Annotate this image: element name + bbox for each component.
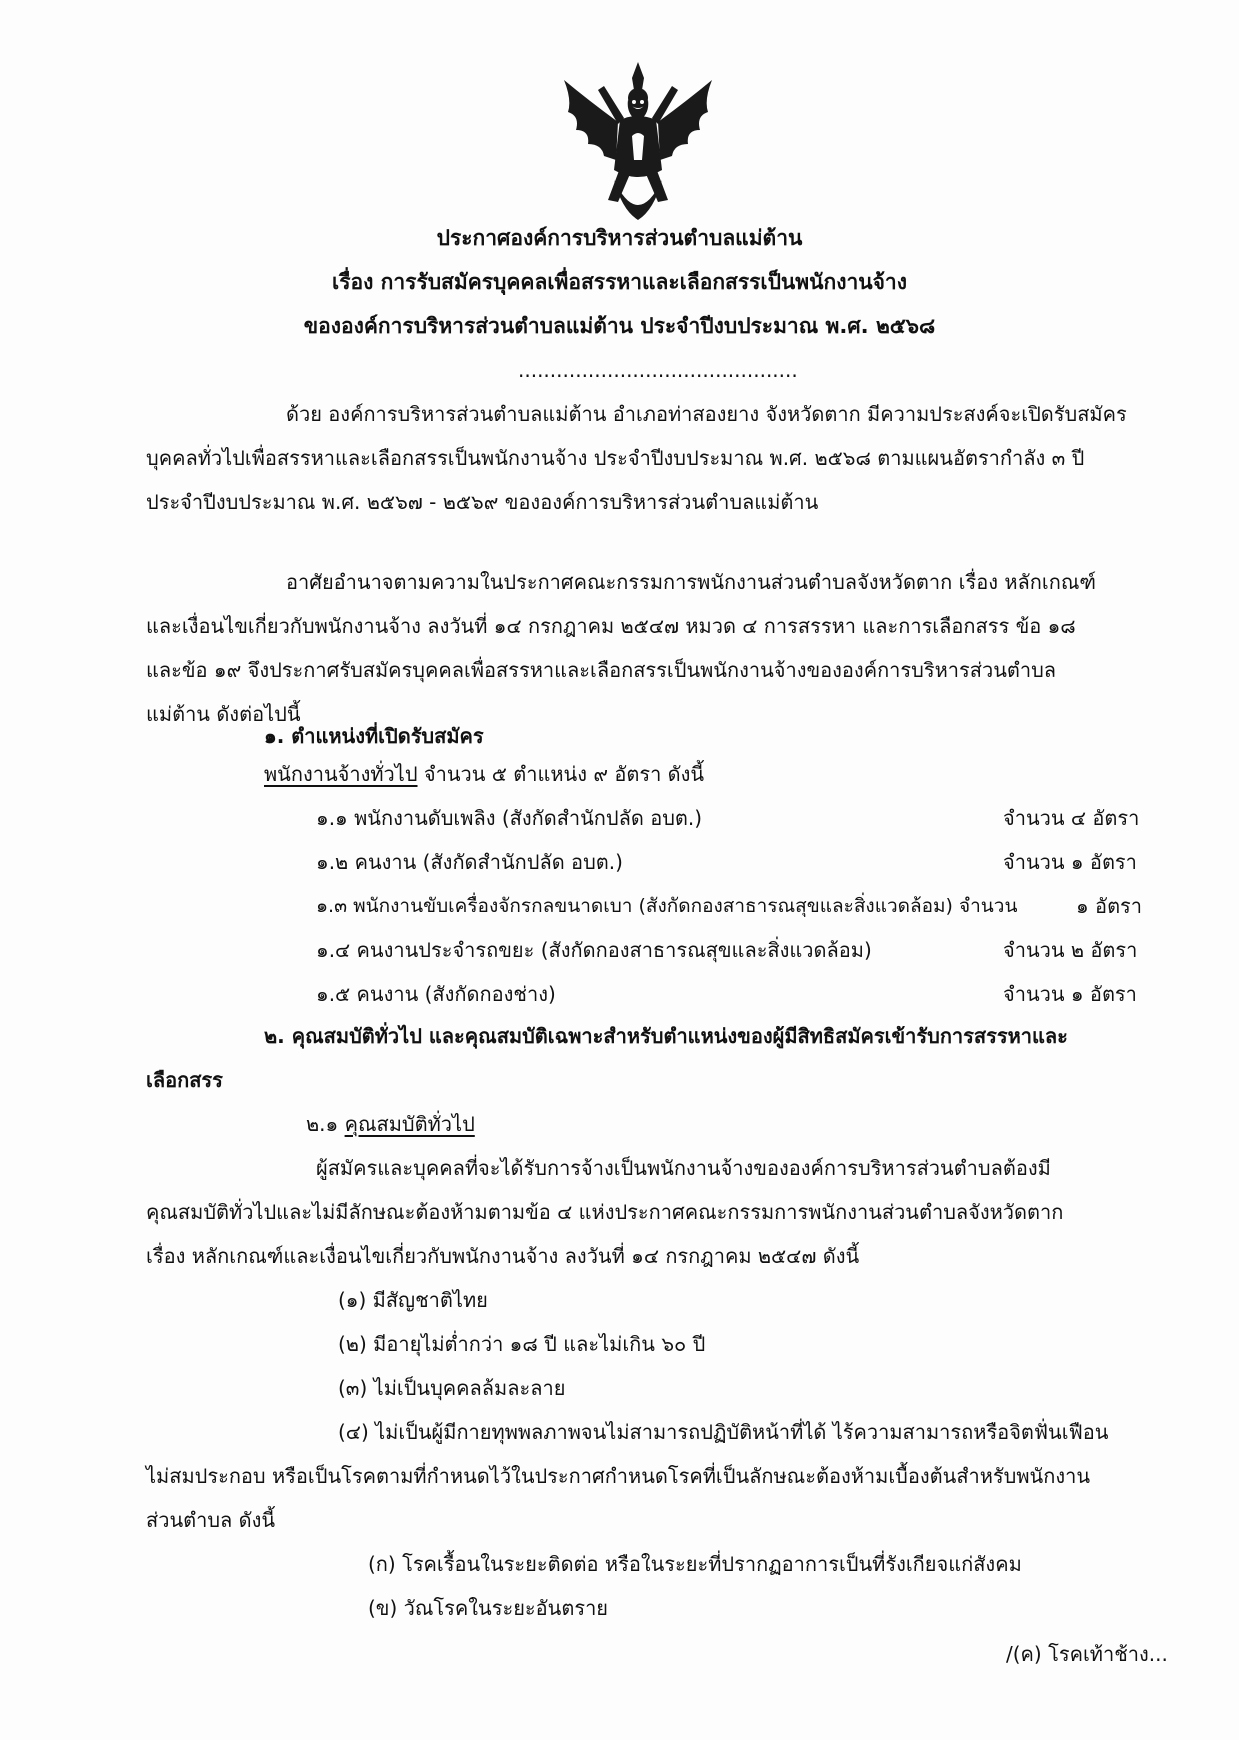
qualification-item-cont: ไม่สมประกอบ หรือเป็นโรคตามที่กำหนดไว้ในประกาศกำหนดโรคที่เป็นลักษณะต้องห้ามเบื้องต้นสำหรับพนักงาน [146,1464,1091,1488]
para1-line: บุคคลทั่วไปเพื่อสรรหาและเลือกสรรเป็นพนักงานจ้าง ประจำปีงบประมาณ พ.ศ. ๒๕๖๘ ตามแผนอัตรากำลัง ๓ ปี [146,446,1085,470]
para2-line: และเงื่อนไขเกี่ยวกับพนักงานจ้าง ลงวันที่ ๑๔ กรกฎาคม ๒๕๔๗ หมวด ๔ การสรรหา และการเลือกสรร ข้อ ๑๘ [146,614,1076,638]
position-qty: จำนวน ๑ อัตรา [1003,850,1137,874]
disease-item: (ข) วัณโรคในระยะอันตราย [368,1596,609,1620]
position-item: ๑.๓ พนักงานขับเครื่องจักรกลขนาดเบา (สังกัดกองสาธารณสุขและสิ่งแวดล้อม) จำนวน [316,895,1018,917]
qualification-item: (๓) ไม่เป็นบุคคลล้มละลาย [338,1376,566,1400]
position-item: ๑.๔ คนงานประจำรถขยะ (สังกัดกองสาธารณสุขและสิ่งแวดล้อม) [316,938,872,962]
employee-type-count: จำนวน ๕ ตำแหน่ง ๙ อัตรา ดังนี้ [417,762,705,786]
section2-heading: ๒. คุณสมบัติทั่วไป และคุณสมบัติเฉพาะสำหรับตำแหน่งของผู้มีสิทธิสมัครเข้ารับการสรรหาและ [264,1024,1068,1048]
qualification-item: (๔) ไม่เป็นผู้มีกายทุพพลภาพจนไม่สามารถปฏิบัติหน้าที่ได้ ไร้ความสามารถหรือจิตฟั่นเฟือน [338,1420,1109,1444]
continued-marker: /(ค) โรคเท้าช้าง... [1006,1642,1168,1666]
para2-line: และข้อ ๑๙ จึงประกาศรับสมัครบุคคลเพื่อสรรหาและเลือกสรรเป็นพนักงานจ้างขององค์การบริหารส่วนตำบล [146,658,1057,682]
para1-line: ประจำปีงบประมาณ พ.ศ. ๒๕๖๗ - ๒๕๖๙ ขององค์การบริหารส่วนตำบลแม่ต้าน [146,490,819,514]
subsection-2-1 [306,1108,475,1140]
qualification-para: คุณสมบัติทั่วไปและไม่มีลักษณะต้องห้ามตามข้อ ๔ แห่งประกาศคณะกรรมการพนักงานส่วนตำบลจังหวัดตาก [146,1200,1064,1224]
disease-item: (ก) โรคเรื้อนในระยะติดต่อ หรือในระยะที่ปรากฏอาการเป็นที่รังเกียจแก่สังคม [368,1552,1022,1576]
position-qty: จำนวน ๔ อัตรา [1003,806,1140,830]
position-qty: ๑ อัตรา [1076,894,1143,918]
para2-line: แม่ต้าน ดังต่อไปนี้ [146,702,301,726]
garuda-emblem-icon [558,60,718,230]
title-divider: ............................................ [518,358,798,382]
para2-line: อาศัยอำนาจตามความในประกาศคณะกรรมการพนักงานส่วนตำบลจังหวัดตาก เรื่อง หลักเกณฑ์ [286,570,1096,594]
qualification-para: เรื่อง หลักเกณฑ์และเงื่อนไขเกี่ยวกับพนักงานจ้าง ลงวันที่ ๑๔ กรกฎาคม ๒๕๔๗ ดังนี้ [146,1244,860,1268]
section1-heading: ๑. ตำแหน่งที่เปิดรับสมัคร [264,724,484,748]
position-item: ๑.๕ คนงาน (สังกัดกองช่าง) [316,982,556,1006]
position-qty: จำนวน ๑ อัตรา [1003,982,1137,1006]
position-item: ๑.๑ พนักงานดับเพลิง (สังกัดสำนักปลัด อบต.) [316,806,703,830]
announcement-subject: เรื่อง การรับสมัครบุคคลเพื่อสรรหาและเลือกสรรเป็นพนักงานจ้าง [332,270,907,294]
qualification-para: ผู้สมัครและบุคคลที่จะได้รับการจ้างเป็นพนักงานจ้างขององค์การบริหารส่วนตำบลต้องมี [316,1156,1051,1180]
position-qty: จำนวน ๒ อัตรา [1003,938,1138,962]
position-item: ๑.๒ คนงาน (สังกัดสำนักปลัด อบต.) [316,850,623,874]
employee-type-label: พนักงานจ้างทั่วไป [264,762,418,786]
qualification-item: (๒) มีอายุไม่ต่ำกว่า ๑๘ ปี และไม่เกิน ๖๐ ปี [338,1332,706,1356]
qualification-item-cont: ส่วนตำบล ดังนี้ [146,1508,276,1532]
section1-subheading [264,758,704,790]
announcement-subject-cont: ขององค์การบริหารส่วนตำบลแม่ต้าน ประจำปีงบประมาณ พ.ศ. ๒๕๖๘ [303,314,936,338]
announcement-title: ประกาศองค์การบริหารส่วนตำบลแม่ต้าน [436,226,803,250]
subsection-label: คุณสมบัติทั่วไป [344,1112,475,1136]
para1-line: ด้วย องค์การบริหารส่วนตำบลแม่ต้าน อำเภอท่าสองยาง จังหวัดตาก มีความประสงค์จะเปิดรับสมัคร [286,402,1127,426]
qualification-item: (๑) มีสัญชาติไทย [338,1288,488,1312]
subsection-number: ๒.๑ [306,1112,345,1136]
section2-heading-cont: เลือกสรร [146,1068,223,1092]
